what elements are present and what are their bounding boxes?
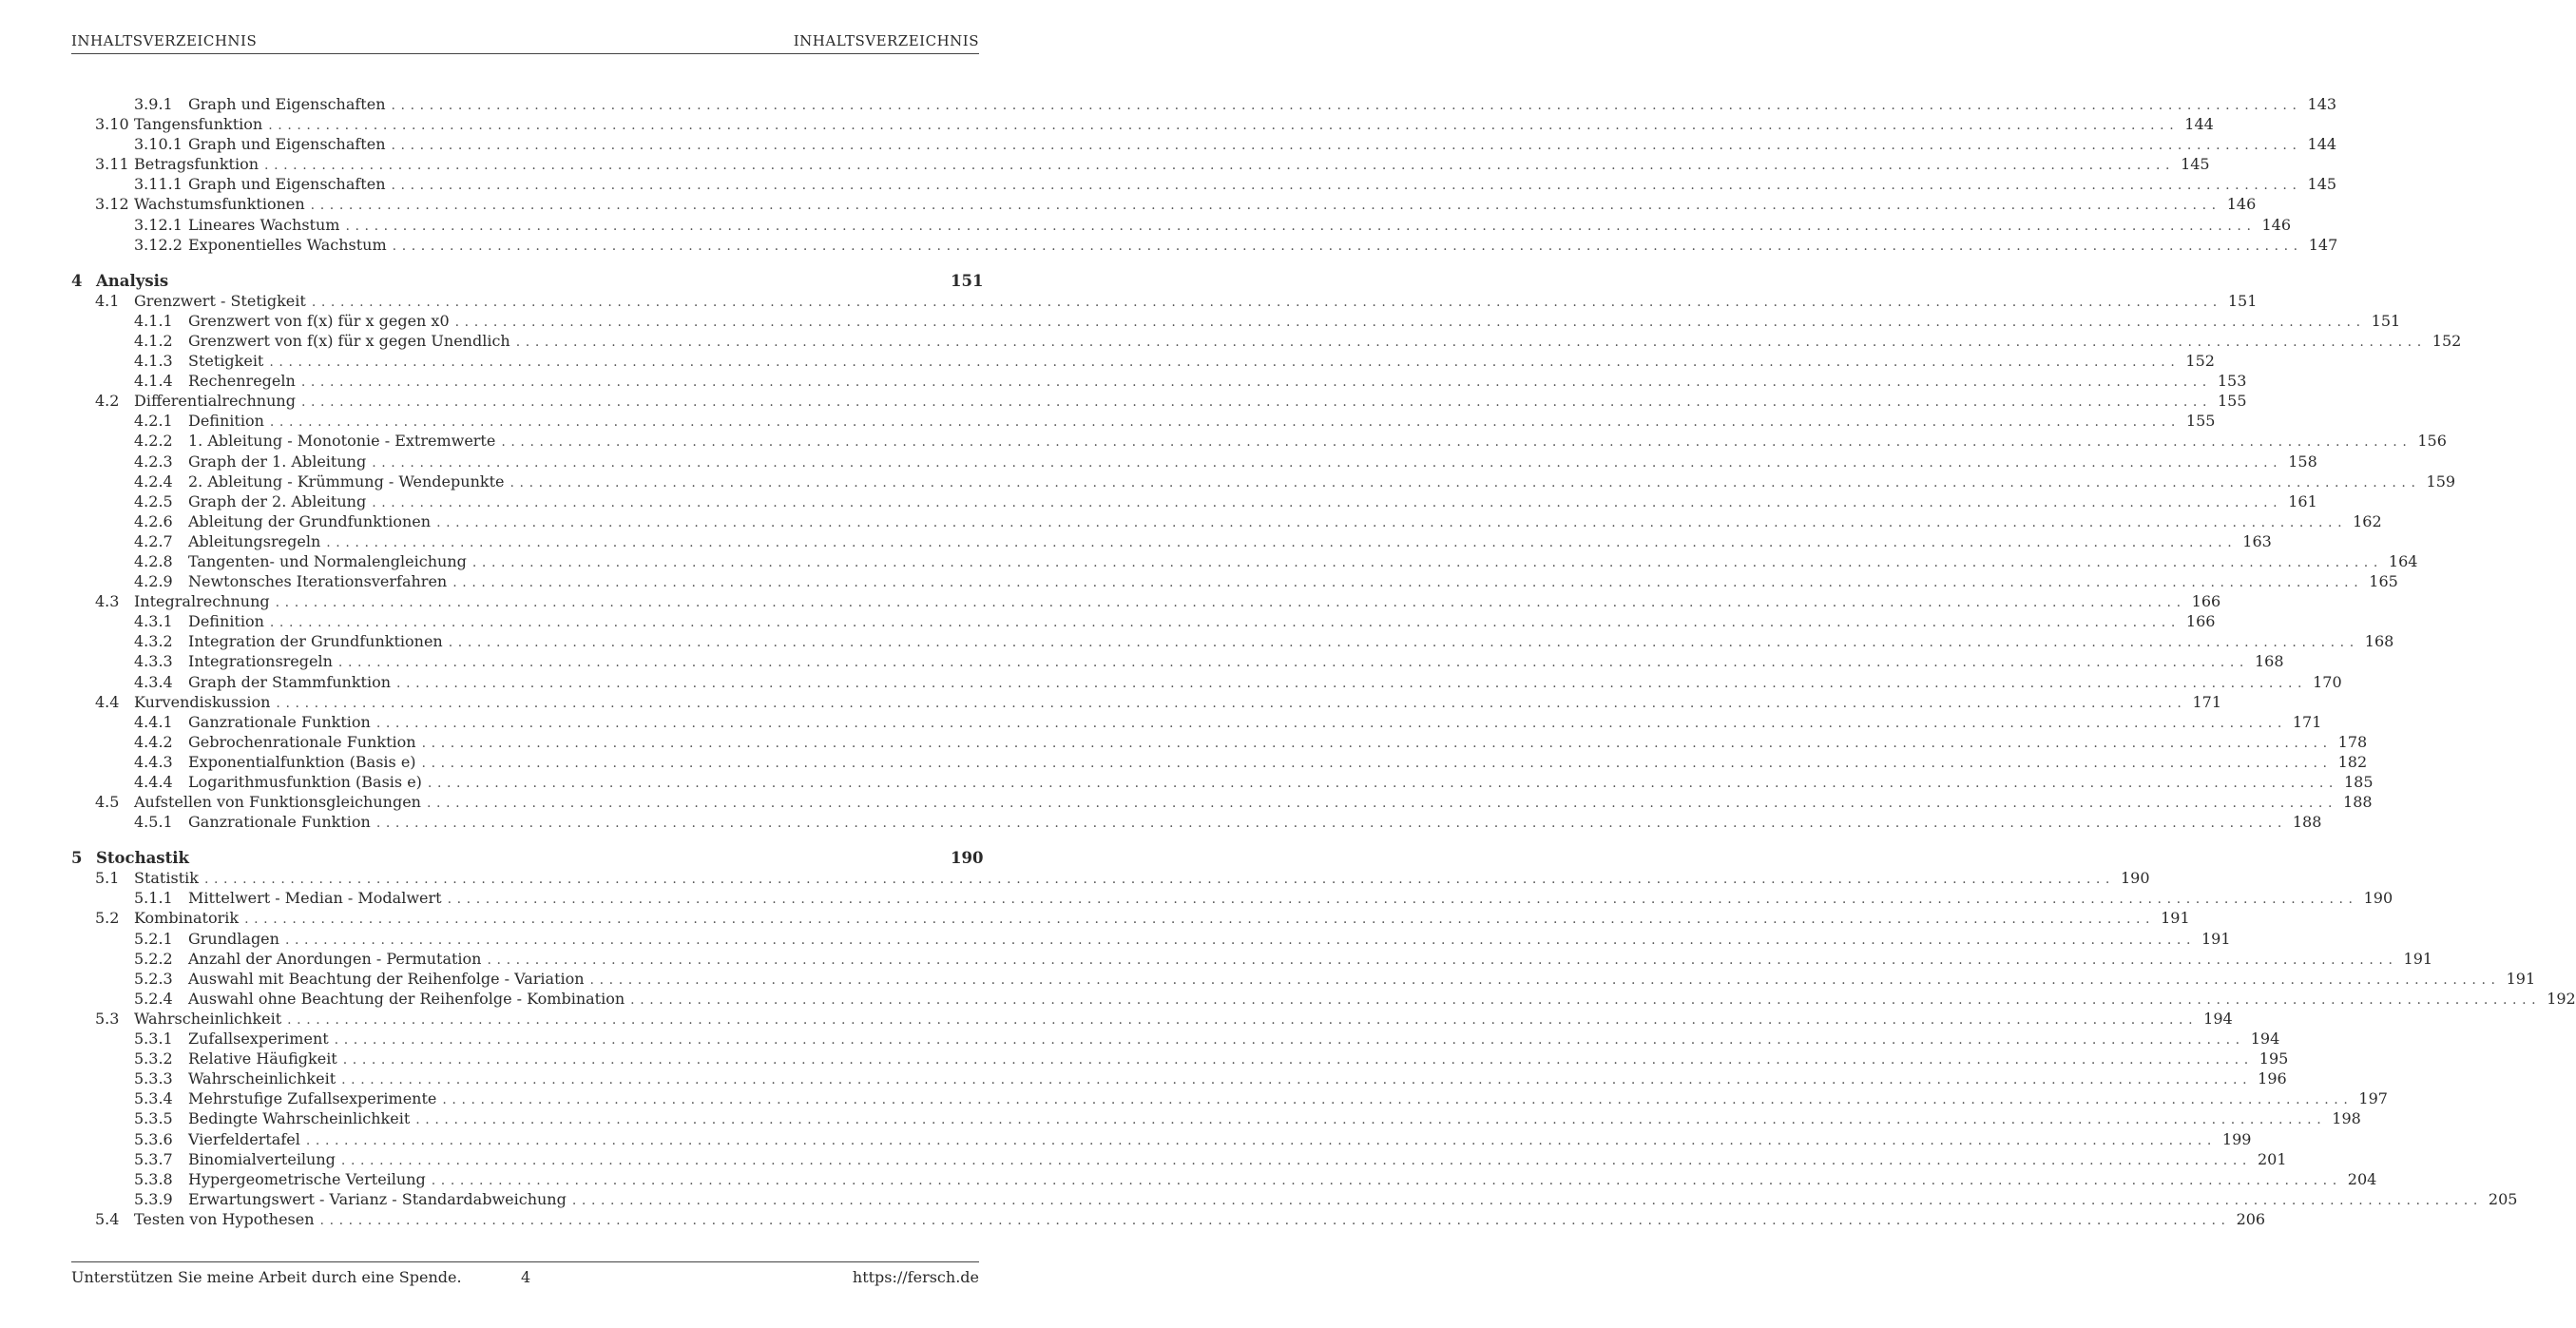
toc-leader-dots: ........................................................................................................................................................................................................ xyxy=(341,1072,2253,1088)
toc-leader-dots: ........................................................................................................................................................................................................ xyxy=(276,695,2187,711)
toc-subsection[interactable] xyxy=(71,1030,2280,1049)
toc-number: 4 xyxy=(71,271,83,290)
toc-page-number: 144 xyxy=(2307,135,2337,154)
toc-page-number: 168 xyxy=(2254,652,2284,671)
toc-title: Bedingte Wahrscheinlichkeit xyxy=(188,1109,411,1128)
toc-title: Integrationsregeln xyxy=(188,652,333,671)
toc-title: 1. Ableitung - Monotonie - Extremwerte xyxy=(188,432,496,451)
toc-title: Stochastik xyxy=(96,849,189,868)
toc-subsection[interactable] xyxy=(71,1069,2287,1089)
toc-subsection[interactable] xyxy=(71,652,2284,672)
toc-page-number: 152 xyxy=(2432,331,2462,350)
toc-page-number: 152 xyxy=(2185,352,2215,371)
toc-number: 4.4.4 xyxy=(134,773,173,791)
table-of-contents xyxy=(71,95,2576,1230)
toc-leader-dots: ........................................................................................................................................................................................................ xyxy=(392,238,2303,254)
toc-leader-dots: ........................................................................................................................................................................................................ xyxy=(372,454,2283,471)
toc-leader-dots: ........................................................................................................................................................................................................ xyxy=(372,494,2283,510)
toc-page-number: 161 xyxy=(2288,491,2317,510)
toc-page-number: 194 xyxy=(2203,1009,2233,1028)
toc-title: Mehrstufige Zufallsexperimente xyxy=(188,1089,437,1108)
toc-number: 4.2.5 xyxy=(134,491,173,510)
toc-leader-dots: ........................................................................................................................................................................................................ xyxy=(337,655,2249,671)
toc-title: Mittelwert - Median - Modalwert xyxy=(188,889,442,908)
toc-number: 3.9.1 xyxy=(134,95,173,113)
toc-title: Binomialverteilung xyxy=(188,1149,336,1168)
toc-page-number: 165 xyxy=(2369,572,2398,591)
toc-number: 4.3.4 xyxy=(134,672,173,691)
toc-subsection[interactable] xyxy=(71,989,2576,1010)
toc-page-number: 158 xyxy=(2288,452,2317,471)
toc-title: Lineares Wachstum xyxy=(188,215,340,234)
toc-section[interactable] xyxy=(71,1009,2233,1030)
toc-subsection[interactable] xyxy=(71,372,2247,392)
toc-subsection[interactable] xyxy=(71,1109,2361,1129)
toc-subsection[interactable] xyxy=(71,235,2338,256)
toc-number: 3.12 xyxy=(95,195,129,214)
toc-title: Tangenten- und Normalengleichung xyxy=(188,551,467,570)
toc-subsection[interactable] xyxy=(71,311,2401,332)
toc-page-number: 194 xyxy=(2250,1030,2280,1049)
toc-subsection[interactable] xyxy=(71,712,2322,733)
toc-title: Grenzwert von f(x) für x gegen x0 xyxy=(188,311,450,330)
toc-subsection[interactable] xyxy=(71,929,2231,950)
toc-leader-dots: ........................................................................................................................................................................................................ xyxy=(244,912,2156,928)
toc-leader-dots: ........................................................................................................................................................................................................ xyxy=(442,1092,2354,1108)
toc-page-number: 153 xyxy=(2217,372,2247,391)
toc-title: Logarithmusfunktion (Basis e) xyxy=(188,773,422,791)
toc-leader-dots: ........................................................................................................................................................................................................ xyxy=(275,595,2186,611)
toc-title: Newtonsches Iterationsverfahren xyxy=(188,572,448,591)
toc-leader-dots: ........................................................................................................................................................................................................ xyxy=(501,434,2413,451)
toc-subsection[interactable] xyxy=(71,1129,2252,1150)
toc-title: Auswahl mit Beachtung der Reihenfolge - Variation xyxy=(188,969,585,988)
toc-number: 3.11 xyxy=(95,155,129,174)
toc-leader-dots: ........................................................................................................................................................................................................ xyxy=(589,972,2501,988)
toc-leader-dots: ........................................................................................................................................................................................................ xyxy=(391,138,2302,154)
toc-leader-dots: ........................................................................................................................................................................................................ xyxy=(345,218,2257,234)
toc-number: 4.2 xyxy=(95,392,120,411)
toc-title: Wahrscheinlichkeit xyxy=(188,1069,336,1088)
toc-subsection[interactable] xyxy=(71,551,2418,572)
toc-title: Wahrscheinlichkeit xyxy=(134,1009,282,1028)
toc-page-number: 188 xyxy=(2343,793,2373,812)
page-number: 4 xyxy=(521,1268,531,1286)
toc-subsection[interactable] xyxy=(71,732,2368,753)
toc-number: 4.2.4 xyxy=(134,472,173,491)
toc-page-number: 178 xyxy=(2337,732,2368,751)
toc-subsection[interactable] xyxy=(71,1049,2289,1069)
toc-leader-dots: ........................................................................................................................................................................................................ xyxy=(305,1132,2217,1148)
toc-number: 4.4.3 xyxy=(134,752,173,771)
toc-subsection[interactable] xyxy=(71,773,2374,793)
toc-page-number: 205 xyxy=(2488,1189,2518,1208)
toc-title: Ganzrationale Funktion xyxy=(188,712,371,731)
toc-page-number: 151 xyxy=(2371,311,2401,330)
toc-leader-dots: ........................................................................................................................................................................................................ xyxy=(415,1112,2327,1128)
toc-subsection[interactable] xyxy=(71,175,2337,195)
toc-subsection[interactable] xyxy=(71,1189,2518,1210)
toc-leader-dots: ........................................................................................................................................................................................................ xyxy=(515,334,2427,350)
toc-title: Ganzrationale Funktion xyxy=(188,813,371,832)
toc-number: 5.2.2 xyxy=(134,949,173,968)
toc-title: Graph und Eigenschaften xyxy=(188,95,386,113)
toc-number: 5.3.8 xyxy=(134,1169,173,1188)
toc-page-number: 191 xyxy=(2201,929,2231,948)
toc-title: Rechenregeln xyxy=(188,372,296,391)
toc-title: Relative Häufigkeit xyxy=(188,1049,337,1068)
toc-title: Kurvendiskussion xyxy=(134,692,271,711)
toc-page-number: 171 xyxy=(2192,692,2222,711)
toc-leader-dots: ........................................................................................................................................................................................................ xyxy=(340,1152,2252,1168)
toc-number: 5.2.4 xyxy=(134,989,173,1008)
toc-leader-dots: ........................................................................................................................................................................................................ xyxy=(509,474,2421,491)
footer-rule xyxy=(71,1261,979,1262)
toc-title: Vierfeldertafel xyxy=(188,1129,300,1148)
toc-page-number: 191 xyxy=(2161,909,2190,928)
toc-number: 5.1.1 xyxy=(134,889,173,908)
toc-page-number: 171 xyxy=(2292,712,2322,731)
toc-number: 5.3.9 xyxy=(134,1189,173,1208)
toc-number: 4.4.2 xyxy=(134,732,173,751)
toc-title: Wachstumsfunktionen xyxy=(134,195,305,214)
toc-leader-dots: ........................................................................................................................................................................................................ xyxy=(287,1011,2199,1028)
toc-number: 5.3.5 xyxy=(134,1109,173,1128)
toc-title: Graph und Eigenschaften xyxy=(188,135,386,154)
toc-leader-dots: ........................................................................................................................................................................................................ xyxy=(448,635,2359,651)
toc-number: 4.3.3 xyxy=(134,652,173,671)
toc-leader-dots: ........................................................................................................................................................................................................ xyxy=(426,796,2338,812)
toc-subsection[interactable] xyxy=(71,331,2462,352)
toc-section[interactable] xyxy=(71,692,2222,713)
toc-title: Anzahl der Anordungen - Permutation xyxy=(188,949,482,968)
toc-title: Statistik xyxy=(134,869,199,888)
toc-number: 4.3.2 xyxy=(134,632,173,651)
toc-number: 5.4 xyxy=(95,1209,120,1228)
toc-subsection[interactable] xyxy=(71,412,2216,432)
toc-subsection[interactable] xyxy=(71,531,2272,552)
toc-page-number: 190 xyxy=(2363,889,2393,908)
toc-section[interactable] xyxy=(71,291,2258,312)
toc-number: 3.11.1 xyxy=(134,175,183,194)
toc-subsection[interactable] xyxy=(71,1149,2287,1170)
toc-leader-dots: ........................................................................................................................................................................................................ xyxy=(431,1172,2342,1188)
toc-number: 5.3.4 xyxy=(134,1089,173,1108)
toc-page-number: 162 xyxy=(2353,511,2382,530)
toc-number: 3.12.2 xyxy=(134,235,183,254)
toc-leader-dots: ........................................................................................................................................................................................................ xyxy=(300,375,2212,391)
toc-leader-dots: ........................................................................................................................................................................................................ xyxy=(269,355,2181,371)
toc-number: 5 xyxy=(71,849,83,868)
toc-title: Analysis xyxy=(96,271,169,290)
toc-title: Integration der Grundfunktionen xyxy=(188,632,443,651)
toc-section[interactable] xyxy=(71,1209,2266,1230)
toc-title: Definition xyxy=(188,612,264,631)
toc-leader-dots: ........................................................................................................................................................................................................ xyxy=(487,952,2398,968)
toc-subsection[interactable] xyxy=(71,432,2447,452)
toc-leader-dots: ........................................................................................................................................................................................................ xyxy=(391,98,2302,113)
toc-subsection[interactable] xyxy=(71,1169,2377,1190)
toc-leader-dots: ........................................................................................................................................................................................................ xyxy=(375,816,2287,832)
toc-page-number: 191 xyxy=(2506,969,2536,988)
toc-page-number: 164 xyxy=(2388,551,2418,570)
donation-note: Unterstützen Sie meine Arbeit durch eine Spende. xyxy=(71,1268,462,1286)
toc-leader-dots: ........................................................................................................................................................................................................ xyxy=(391,178,2302,194)
toc-page-number: 170 xyxy=(2313,672,2342,691)
toc-title: Auswahl ohne Beachtung der Reihenfolge - Kombination xyxy=(188,989,625,1008)
toc-number: 4.2.7 xyxy=(134,531,173,550)
toc-title: Differentialrechnung xyxy=(134,392,296,411)
toc-section[interactable] xyxy=(71,869,2150,889)
toc-subsection[interactable] xyxy=(71,352,2215,372)
toc-page-number: 191 xyxy=(2403,949,2433,968)
toc-page-number: 143 xyxy=(2307,95,2337,113)
running-header xyxy=(71,32,979,49)
toc-number: 5.3.2 xyxy=(134,1049,173,1068)
toc-leader-dots: ........................................................................................................................................................................................................ xyxy=(311,294,2222,310)
toc-subsection[interactable] xyxy=(71,889,2393,909)
header-rule xyxy=(71,53,979,54)
toc-page-number: 196 xyxy=(2258,1069,2287,1088)
toc-number: 4.1.2 xyxy=(134,331,173,350)
toc-page-number: 166 xyxy=(2185,612,2216,631)
toc-page-number: 190 xyxy=(2120,869,2150,888)
toc-title: Hypergeometrische Verteilung xyxy=(188,1169,426,1188)
toc-leader-dots: ........................................................................................................................................................................................................ xyxy=(471,554,2383,570)
toc-leader-dots: ........................................................................................................................................................................................................ xyxy=(375,715,2287,731)
toc-page-number: 206 xyxy=(2236,1209,2266,1228)
toc-page-number: 163 xyxy=(2242,531,2272,550)
toc-title: Definition xyxy=(188,412,264,431)
toc-page-number: 197 xyxy=(2358,1089,2388,1108)
toc-title: Graph der 1. Ableitung xyxy=(188,452,367,471)
toc-section[interactable] xyxy=(71,392,2247,412)
toc-number: 4.2.9 xyxy=(134,572,173,591)
toc-leader-dots: ........................................................................................................................................................................................................ xyxy=(447,892,2358,908)
toc-number: 4.1 xyxy=(95,291,120,310)
toc-title: Ableitung der Grundfunktionen xyxy=(188,511,432,530)
toc-subsection[interactable] xyxy=(71,752,2368,773)
toc-page-number: 146 xyxy=(2226,195,2257,214)
toc-chapter[interactable] xyxy=(71,849,984,869)
toc-page-number: 159 xyxy=(2426,472,2456,491)
toc-title: 2. Ableitung - Krümmung - Wendepunkte xyxy=(188,472,505,491)
toc-page-number: 144 xyxy=(2184,115,2214,134)
toc-page-number: 155 xyxy=(2185,412,2216,431)
toc-page-number: 156 xyxy=(2417,432,2447,451)
toc-number: 4.3.1 xyxy=(134,612,173,631)
toc-title: Stetigkeit xyxy=(188,352,264,371)
toc-number: 5.2.1 xyxy=(134,929,173,948)
toc-title: Ableitungsregeln xyxy=(188,531,321,550)
toc-title: Zufallsexperiment xyxy=(188,1030,329,1049)
toc-leader-dots: ........................................................................................................................................................................................................ xyxy=(436,514,2348,530)
toc-page-number: 146 xyxy=(2261,215,2292,234)
toc-page-number: 185 xyxy=(2343,773,2374,791)
toc-page-number: 190 xyxy=(951,849,984,868)
toc-title: Kombinatorik xyxy=(134,909,240,928)
toc-section[interactable] xyxy=(71,909,2190,929)
toc-page-number: 188 xyxy=(2292,813,2322,832)
toc-leader-dots: ........................................................................................................................................................................................................ xyxy=(269,414,2181,431)
toc-title: Tangensfunktion xyxy=(134,115,263,134)
toc-subsection[interactable] xyxy=(71,491,2317,512)
header-left: INHALTSVERZEICHNIS xyxy=(71,32,258,49)
toc-page-number: 182 xyxy=(2337,752,2368,771)
toc-number: 5.3 xyxy=(95,1009,120,1028)
toc-number: 5.2.3 xyxy=(134,969,173,988)
toc-title: Exponentielles Wachstum xyxy=(188,235,387,254)
toc-page-number: 151 xyxy=(951,271,984,290)
toc-subsection[interactable] xyxy=(71,511,2382,532)
toc-leader-dots: ........................................................................................................................................................................................................ xyxy=(342,1052,2254,1068)
toc-leader-dots: ........................................................................................................................................................................................................ xyxy=(452,575,2364,591)
toc-number: 3.12.1 xyxy=(134,215,183,234)
toc-number: 5.3.3 xyxy=(134,1069,173,1088)
toc-section[interactable] xyxy=(71,115,2214,135)
toc-number: 4.2.2 xyxy=(134,432,173,451)
toc-page-number: 199 xyxy=(2221,1129,2252,1148)
toc-page-number: 145 xyxy=(2307,175,2337,194)
toc-subsection[interactable] xyxy=(71,472,2456,492)
toc-subsection[interactable] xyxy=(71,949,2433,970)
chapter-gap xyxy=(71,833,979,849)
toc-number: 4.2.1 xyxy=(134,412,173,431)
toc-leader-dots: ........................................................................................................................................................................................................ xyxy=(319,1212,2231,1228)
toc-section[interactable] xyxy=(71,155,2210,175)
toc-number: 4.2.3 xyxy=(134,452,173,471)
toc-title: Gebrochenrationale Funktion xyxy=(188,732,416,751)
toc-leader-dots: ........................................................................................................................................................................................................ xyxy=(268,118,2180,134)
toc-leader-dots: ........................................................................................................................................................................................................ xyxy=(326,534,2238,550)
toc-page-number: 198 xyxy=(2332,1109,2361,1128)
toc-title: Aufstellen von Funktionsgleichungen xyxy=(134,793,421,812)
toc-leader-dots: ........................................................................................................................................................................................................ xyxy=(571,1192,2483,1208)
toc-title: Graph und Eigenschaften xyxy=(188,175,386,194)
toc-leader-dots: ........................................................................................................................................................................................................ xyxy=(310,198,2221,214)
toc-title: Exponentialfunktion (Basis e) xyxy=(188,752,416,771)
toc-page-number: 192 xyxy=(2547,989,2576,1008)
toc-subsection[interactable] xyxy=(71,1089,2388,1109)
toc-page-number: 166 xyxy=(2191,592,2221,611)
toc-number: 5.2 xyxy=(95,909,120,928)
toc-number: 5.3.6 xyxy=(134,1129,173,1148)
toc-leader-dots: ........................................................................................................................................................................................................ xyxy=(396,675,2308,691)
toc-number: 4.5 xyxy=(95,793,120,812)
toc-section[interactable] xyxy=(71,793,2373,813)
toc-leader-dots: ........................................................................................................................................................................................................ xyxy=(427,776,2338,791)
toc-page-number: 155 xyxy=(2218,392,2247,411)
toc-page-number: 168 xyxy=(2364,632,2394,651)
toc-page-number: 204 xyxy=(2347,1169,2377,1188)
toc-leader-dots: ........................................................................................................................................................................................................ xyxy=(421,735,2333,751)
page-footer xyxy=(71,1268,979,1286)
toc-subsection[interactable] xyxy=(71,969,2536,990)
toc-subsection[interactable] xyxy=(71,215,2292,236)
toc-leader-dots: ........................................................................................................................................................................................................ xyxy=(203,872,2115,888)
toc-subsection[interactable] xyxy=(71,612,2216,632)
toc-number: 3.10 xyxy=(95,115,129,134)
toc-leader-dots: ........................................................................................................................................................................................................ xyxy=(269,615,2181,631)
toc-title: Grenzwert von f(x) für x gegen Unendlich xyxy=(188,331,510,350)
toc-number: 4.1.3 xyxy=(134,352,173,371)
toc-leader-dots: ........................................................................................................................................................................................................ xyxy=(284,932,2196,948)
chapter-gap xyxy=(71,256,979,272)
toc-number: 5.3.7 xyxy=(134,1149,173,1168)
toc-subsection[interactable] xyxy=(71,135,2337,155)
toc-page-number: 147 xyxy=(2308,235,2338,254)
toc-number: 4.4.1 xyxy=(134,712,173,731)
toc-leader-dots: ........................................................................................................................................................................................................ xyxy=(421,755,2333,771)
toc-leader-dots: ........................................................................................................................................................................................................ xyxy=(300,395,2212,411)
toc-subsection[interactable] xyxy=(71,95,2337,115)
toc-title: Grenzwert - Stetigkeit xyxy=(134,291,306,310)
toc-page-number: 201 xyxy=(2257,1149,2287,1168)
toc-leader-dots: ........................................................................................................................................................................................................ xyxy=(630,991,2542,1008)
toc-page-number: 195 xyxy=(2259,1049,2289,1068)
toc-title: Betragsfunktion xyxy=(134,155,260,174)
website-link[interactable]: https://fersch.de xyxy=(852,1268,979,1286)
toc-leader-dots: ........................................................................................................................................................................................................ xyxy=(264,158,2176,174)
toc-title: Integralrechnung xyxy=(134,592,270,611)
toc-section[interactable] xyxy=(71,195,2257,215)
toc-title: Testen von Hypothesen xyxy=(134,1209,315,1228)
toc-number: 4.3 xyxy=(95,592,120,611)
toc-title: Graph der 2. Ableitung xyxy=(188,491,367,510)
toc-title: Erwartungswert - Varianz - Standardabweichung xyxy=(188,1189,567,1208)
toc-leader-dots: ........................................................................................................................................................................................................ xyxy=(454,314,2366,330)
toc-subsection[interactable] xyxy=(71,813,2322,833)
toc-page-number: 145 xyxy=(2181,155,2210,174)
toc-subsection[interactable] xyxy=(71,572,2398,592)
toc-number: 4.5.1 xyxy=(134,813,173,832)
toc-number: 4.2.6 xyxy=(134,511,173,530)
toc-number: 4.1.4 xyxy=(134,372,173,391)
toc-number: 3.10.1 xyxy=(134,135,183,154)
toc-title: Graph der Stammfunktion xyxy=(188,672,392,691)
toc-subsection[interactable] xyxy=(71,632,2394,652)
toc-number: 5.3.1 xyxy=(134,1030,173,1049)
toc-number: 4.1.1 xyxy=(134,311,173,330)
toc-leader-dots: ........................................................................................................................................................................................................ xyxy=(334,1032,2245,1049)
toc-number: 4.4 xyxy=(95,692,120,711)
toc-page-number: 151 xyxy=(2227,291,2258,310)
toc-section[interactable] xyxy=(71,592,2221,612)
toc-number: 5.1 xyxy=(95,869,120,888)
toc-number: 4.2.8 xyxy=(134,551,173,570)
toc-chapter[interactable] xyxy=(71,271,984,292)
toc-subsection[interactable] xyxy=(71,672,2342,693)
header-right: INHALTSVERZEICHNIS xyxy=(793,32,979,49)
toc-title: Grundlagen xyxy=(188,929,279,948)
toc-subsection[interactable] xyxy=(71,452,2317,472)
